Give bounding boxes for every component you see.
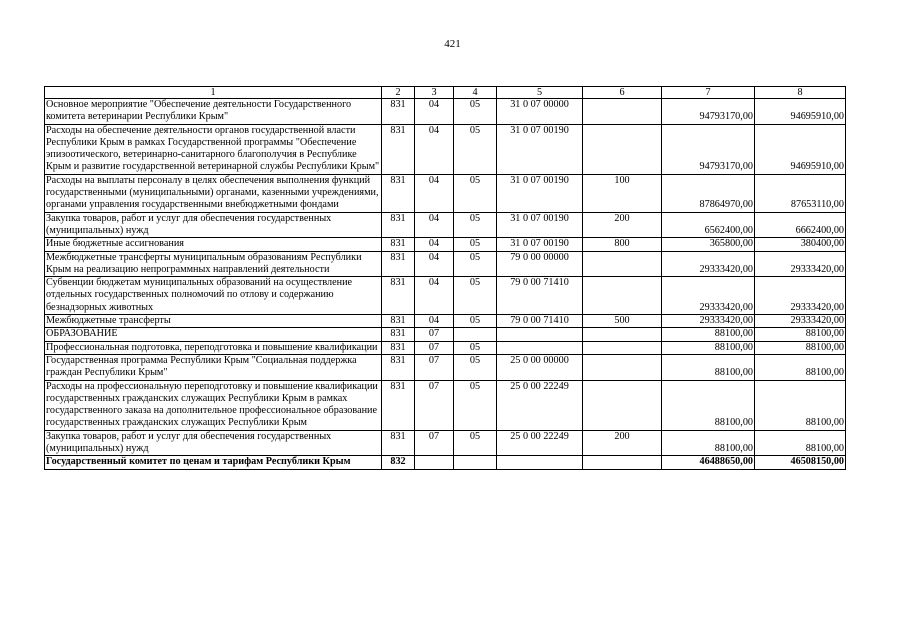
- subsection-code-cell: 05: [454, 238, 497, 251]
- expense-type-cell: 100: [583, 174, 662, 212]
- table-row: [45, 341, 846, 354]
- section-code-cell: 04: [415, 251, 454, 277]
- ministry-code-cell: 831: [382, 430, 415, 456]
- amount-year2-cell: 88100,00: [755, 354, 846, 380]
- subsection-code-cell: 05: [454, 277, 497, 315]
- section-code-cell: 04: [415, 238, 454, 251]
- table-row: [45, 174, 846, 212]
- target-article-cell: [497, 328, 583, 341]
- subsection-code-cell: 05: [454, 315, 497, 328]
- subsection-code-cell: 05: [454, 341, 497, 354]
- table-row: [45, 430, 846, 456]
- subsection-code-cell: 05: [454, 124, 497, 174]
- table-row: [45, 380, 846, 430]
- section-code-cell: 04: [415, 212, 454, 238]
- item-name-cell: ОБРАЗОВАНИЕ: [45, 328, 382, 341]
- item-name-cell: Иные бюджетные ассигнования: [45, 238, 382, 251]
- section-code-cell: 04: [415, 277, 454, 315]
- target-article-cell: 31 0 07 00000: [497, 99, 583, 125]
- subsection-code-cell: 05: [454, 174, 497, 212]
- section-code-cell: 07: [415, 328, 454, 341]
- target-article-cell: 79 0 00 71410: [497, 315, 583, 328]
- amount-year2-cell: 6662400,00: [755, 212, 846, 238]
- table-body: [45, 87, 846, 470]
- expense-type-cell: [583, 99, 662, 125]
- expense-type-cell: 200: [583, 212, 662, 238]
- target-article-cell: 31 0 07 00190: [497, 238, 583, 251]
- item-name-cell: Основное мероприятие "Обеспечение деятельности Государственного комитета ветеринарии Республики Крым": [45, 99, 382, 125]
- amount-year1-cell: 29333420,00: [662, 315, 755, 328]
- amount-year2-cell: 380400,00: [755, 238, 846, 251]
- ministry-code-cell: 831: [382, 124, 415, 174]
- expense-type-cell: 200: [583, 430, 662, 456]
- expense-type-cell: [583, 251, 662, 277]
- item-name-cell: Профессиональная подготовка, переподготовка и повышение квалификации: [45, 341, 382, 354]
- target-article-cell: 79 0 00 00000: [497, 251, 583, 277]
- ministry-code-cell: 831: [382, 251, 415, 277]
- subsection-code-cell: 05: [454, 430, 497, 456]
- table-row: [45, 315, 846, 328]
- ministry-code-cell: 831: [382, 315, 415, 328]
- amount-year2-cell: 88100,00: [755, 430, 846, 456]
- subsection-code-cell: [454, 328, 497, 341]
- table-row: [45, 212, 846, 238]
- ministry-code-cell: 831: [382, 99, 415, 125]
- section-code-cell: 04: [415, 174, 454, 212]
- amount-year1-cell: 94793170,00: [662, 99, 755, 125]
- amount-year1-cell: 29333420,00: [662, 251, 755, 277]
- subsection-code-cell: 05: [454, 212, 497, 238]
- section-code-cell: 04: [415, 124, 454, 174]
- item-name-cell: Расходы на выплаты персоналу в целях обеспечения выполнения функций государственными (муниципальными) органами, казенными учреждениями, органами управления государственными внебюджетными фондами: [45, 174, 382, 212]
- amount-year2-cell: 88100,00: [755, 328, 846, 341]
- ministry-code-cell: 832: [382, 456, 415, 469]
- amount-year1-cell: 88100,00: [662, 328, 755, 341]
- target-article-cell: 25 0 00 00000: [497, 354, 583, 380]
- item-name-cell: Государственный комитет по ценам и тарифам Республики Крым: [45, 456, 382, 469]
- subsection-code-cell: 05: [454, 380, 497, 430]
- amount-year2-cell: 29333420,00: [755, 277, 846, 315]
- table-row: [45, 251, 846, 277]
- target-article-cell: [497, 341, 583, 354]
- amount-year2-cell: 29333420,00: [755, 251, 846, 277]
- section-code-cell: 07: [415, 430, 454, 456]
- amount-year1-cell: 365800,00: [662, 238, 755, 251]
- amount-year1-cell: 6562400,00: [662, 212, 755, 238]
- target-article-cell: 25 0 00 22249: [497, 430, 583, 456]
- amount-year1-cell: 87864970,00: [662, 174, 755, 212]
- item-name-cell: Субвенции бюджетам муниципальных образований на осуществление отдельных государственных полномочий по отлову и содержанию безнадзорных животных: [45, 277, 382, 315]
- amount-year1-cell: 46488650,00: [662, 456, 755, 469]
- expense-type-cell: [583, 354, 662, 380]
- section-code-cell: 07: [415, 380, 454, 430]
- expense-type-cell: 800: [583, 238, 662, 251]
- ministry-code-cell: 831: [382, 354, 415, 380]
- target-article-cell: 31 0 07 00190: [497, 124, 583, 174]
- table-row: [45, 99, 846, 125]
- amount-year2-cell: 46508150,00: [755, 456, 846, 469]
- subsection-code-cell: 05: [454, 99, 497, 125]
- expense-type-cell: [583, 124, 662, 174]
- ministry-code-cell: 831: [382, 238, 415, 251]
- section-code-cell: 07: [415, 354, 454, 380]
- amount-year2-cell: 94695910,00: [755, 99, 846, 125]
- header-cell: 3: [415, 87, 454, 99]
- subsection-code-cell: 05: [454, 354, 497, 380]
- expense-type-cell: [583, 341, 662, 354]
- amount-year1-cell: 88100,00: [662, 380, 755, 430]
- expense-type-cell: [583, 277, 662, 315]
- item-name-cell: Расходы на профессиональную переподготовку и повышение квалификации государственных гражданских служащих Республики Крым в рамках государственного заказа на дополнительное профессиональное образование государственных гражданских служащих Республики Крым: [45, 380, 382, 430]
- item-name-cell: Межбюджетные трансферты: [45, 315, 382, 328]
- expense-type-cell: [583, 380, 662, 430]
- item-name-cell: Межбюджетные трансферты муниципальным образованиям Республики Крым на реализацию непрограммных направлений деятельности: [45, 251, 382, 277]
- header-cell: 6: [583, 87, 662, 99]
- ministry-code-cell: 831: [382, 380, 415, 430]
- item-name-cell: Расходы на обеспечение деятельности органов государственной власти Республики Крым в рамках Государственной программы "Обеспечение эпизоотического, ветеринарно-санитарного благополучия в Республике Крым и развитие государственной ветеринарной службы Республики Крым": [45, 124, 382, 174]
- amount-year1-cell: 88100,00: [662, 354, 755, 380]
- amount-year2-cell: 94695910,00: [755, 124, 846, 174]
- amount-year1-cell: 29333420,00: [662, 277, 755, 315]
- target-article-cell: [497, 456, 583, 469]
- amount-year2-cell: 88100,00: [755, 341, 846, 354]
- table-row: [45, 354, 846, 380]
- table-row: [45, 456, 846, 469]
- header-cell: 2: [382, 87, 415, 99]
- section-code-cell: 04: [415, 315, 454, 328]
- header-cell: 4: [454, 87, 497, 99]
- ministry-code-cell: 831: [382, 212, 415, 238]
- amount-year2-cell: 29333420,00: [755, 315, 846, 328]
- target-article-cell: 31 0 07 00190: [497, 212, 583, 238]
- ministry-code-cell: 831: [382, 174, 415, 212]
- amount-year1-cell: 94793170,00: [662, 124, 755, 174]
- subsection-code-cell: 05: [454, 251, 497, 277]
- section-code-cell: 07: [415, 341, 454, 354]
- ministry-code-cell: 831: [382, 341, 415, 354]
- header-cell: 1: [45, 87, 382, 99]
- table-row: [45, 124, 846, 174]
- section-code-cell: [415, 456, 454, 469]
- section-code-cell: 04: [415, 99, 454, 125]
- amount-year1-cell: 88100,00: [662, 341, 755, 354]
- expense-type-cell: 500: [583, 315, 662, 328]
- expense-type-cell: [583, 328, 662, 341]
- amount-year2-cell: 87653110,00: [755, 174, 846, 212]
- page-number: 421: [444, 38, 461, 50]
- table-header-row: [45, 87, 846, 99]
- item-name-cell: Государственная программа Республики Крым "Социальная поддержка граждан Республики Крым": [45, 354, 382, 380]
- ministry-code-cell: 831: [382, 277, 415, 315]
- target-article-cell: 25 0 00 22249: [497, 380, 583, 430]
- header-cell: 8: [755, 87, 846, 99]
- amount-year2-cell: 88100,00: [755, 380, 846, 430]
- target-article-cell: 79 0 00 71410: [497, 277, 583, 315]
- table-row: [45, 277, 846, 315]
- target-article-cell: 31 0 07 00190: [497, 174, 583, 212]
- header-cell: 7: [662, 87, 755, 99]
- ministry-code-cell: 831: [382, 328, 415, 341]
- budget-table: [44, 86, 846, 470]
- header-cell: 5: [497, 87, 583, 99]
- table-row: [45, 328, 846, 341]
- expense-type-cell: [583, 456, 662, 469]
- item-name-cell: Закупка товаров, работ и услуг для обеспечения государственных (муниципальных) нужд: [45, 212, 382, 238]
- item-name-cell: Закупка товаров, работ и услуг для обеспечения государственных (муниципальных) нужд: [45, 430, 382, 456]
- amount-year1-cell: 88100,00: [662, 430, 755, 456]
- table-row: [45, 238, 846, 251]
- subsection-code-cell: [454, 456, 497, 469]
